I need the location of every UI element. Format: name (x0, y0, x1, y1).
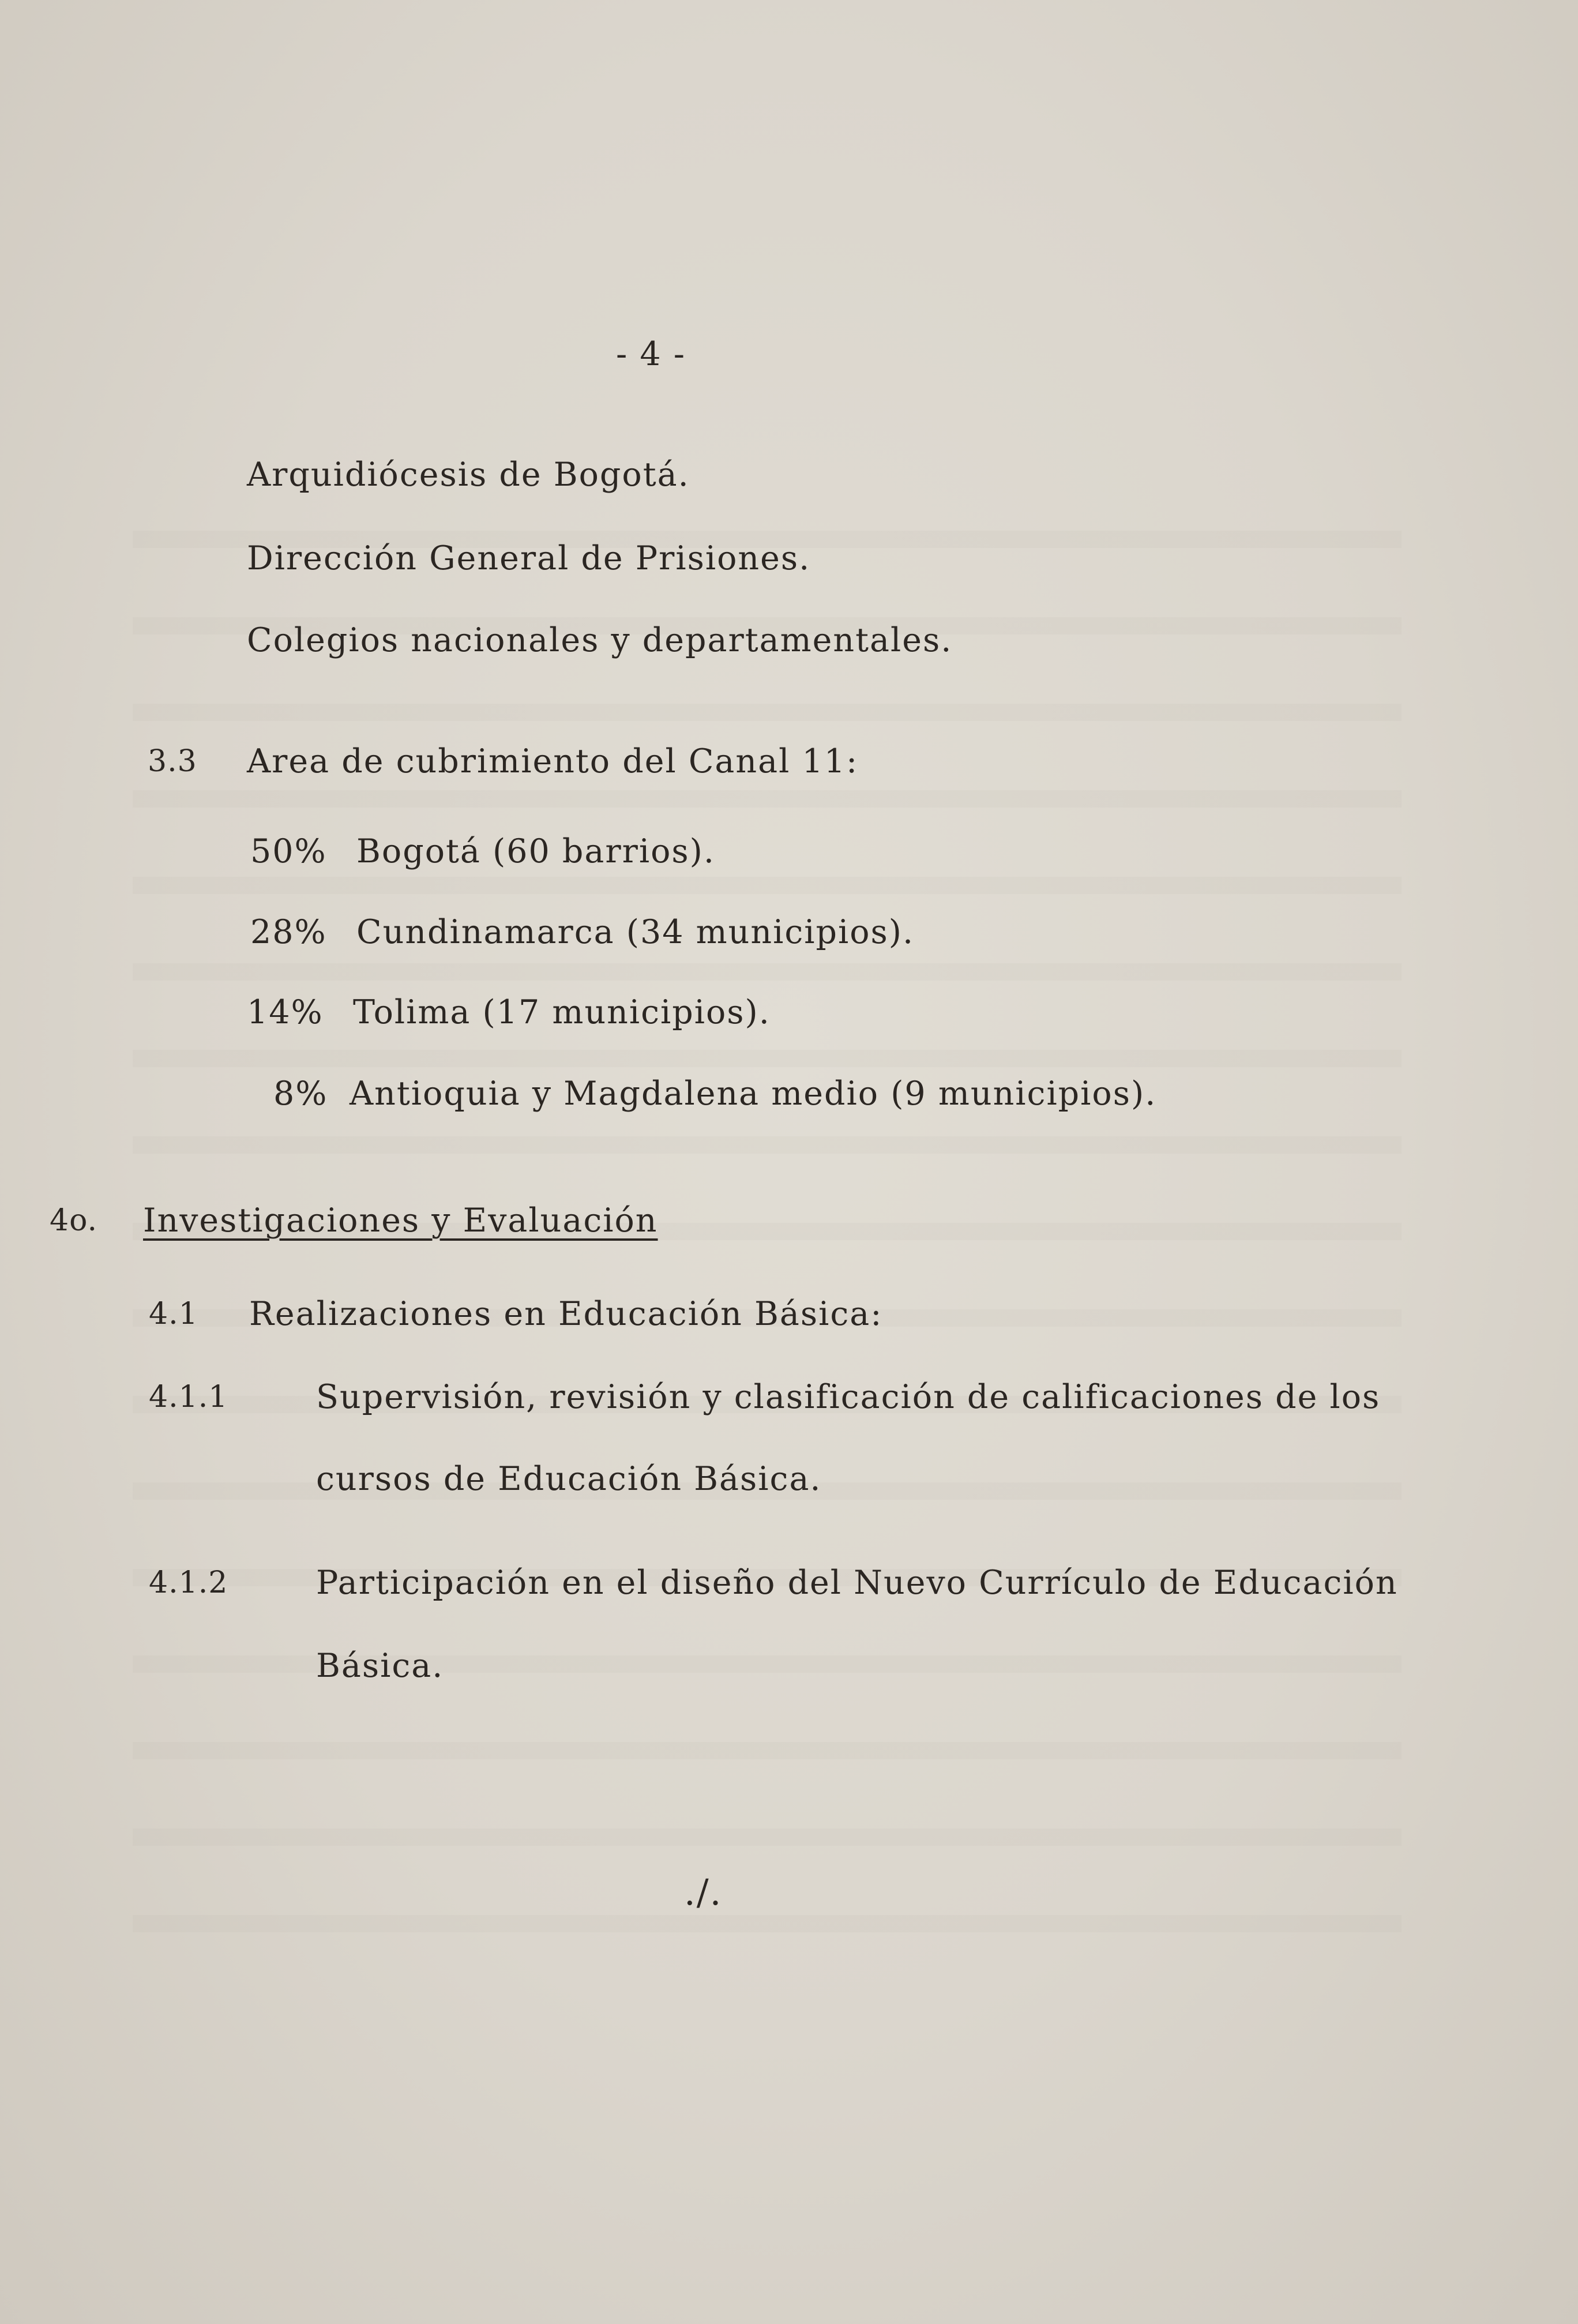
coverage-text: Antioquia y Magdalena medio (9 municipios). (350, 1075, 1157, 1113)
item-number: 4.1.1 (149, 1380, 228, 1414)
item-text-line: Supervisión, revisión y clasificación de calificaciones de los (316, 1378, 1381, 1416)
coverage-percent: 50% (250, 832, 327, 870)
item-text-line: Participación en el diseño del Nuevo Currículo de Educación (316, 1564, 1398, 1602)
subsection-number: 4.1 (149, 1297, 198, 1331)
coverage-text: Cundinamarca (34 municipios). (356, 913, 915, 951)
item-text-line: Básica. (316, 1647, 444, 1685)
coverage-percent: 28% (250, 913, 327, 951)
institution-line: Dirección General de Prisiones. (247, 539, 811, 577)
coverage-text: Bogotá (60 barrios). (356, 832, 716, 870)
page-number: - 4 - (616, 335, 686, 373)
item-number: 4.1.2 (149, 1565, 228, 1600)
coverage-percent: 8% (273, 1075, 328, 1113)
section-heading: Investigaciones y Evaluación (143, 1202, 658, 1240)
section-title: Area de cubrimiento del Canal 11: (247, 742, 859, 780)
section-number: 4o. (50, 1203, 98, 1238)
institution-line: Arquidiócesis de Bogotá. (247, 456, 690, 494)
item-text-line: cursos de Educación Básica. (316, 1460, 822, 1498)
institution-line: Colegios nacionales y departamentales. (247, 621, 953, 659)
continuation-mark: ./. (684, 1871, 723, 1913)
coverage-text: Tolima (17 municipios). (353, 993, 771, 1031)
subsection-title: Realizaciones en Educación Básica: (249, 1295, 883, 1333)
coverage-percent: 14% (247, 993, 324, 1031)
section-number: 3.3 (148, 744, 197, 779)
